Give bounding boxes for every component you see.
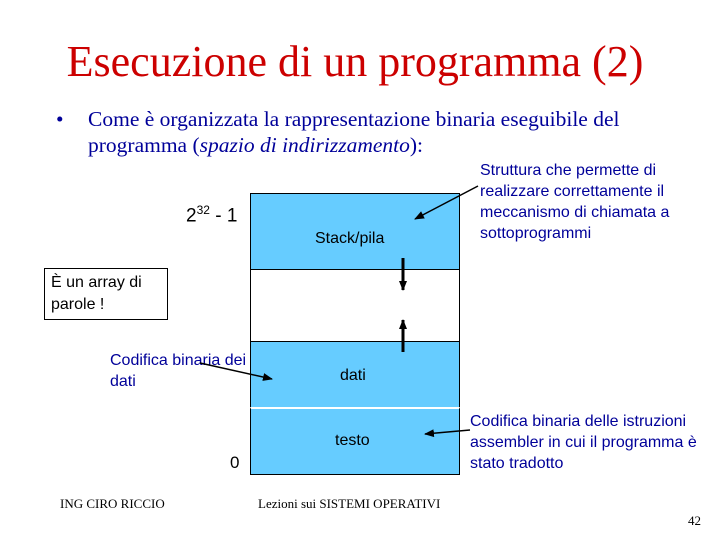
stack-note-arrow [415, 186, 478, 219]
text-label: testo [335, 432, 370, 449]
stack-note: Struttura che permette di realizzare correttamente il meccanismo di chiamata a sottoprogrammi [480, 162, 670, 242]
page-number: 42 [688, 513, 701, 528]
bullet-text-end: ): [409, 133, 424, 157]
footer-author: ING CIRO RICCIO [60, 496, 165, 511]
data-note-arrow [200, 363, 272, 379]
bullet-symbol: • [56, 107, 64, 131]
data-label: dati [340, 367, 366, 384]
bullet-text-start: Come è organizzata la rappresentazione binaria eseguibile del programma ( [88, 107, 620, 157]
text-note-arrow [425, 430, 470, 434]
footer-course: Lezioni sui SISTEMI OPERATIVI [258, 496, 441, 511]
bottom-address-label: 0 [230, 453, 240, 472]
top-address-suffix: - 1 [209, 205, 238, 227]
top-address-exponent: 32 [196, 203, 210, 217]
slide-title: Esecuzione di un programma (2) [66, 37, 644, 86]
stack-label: Stack/pila [315, 230, 385, 247]
array-note-box: È un array di parole ! [44, 268, 168, 320]
text-note: Codifica binaria delle istruzioni assembler in cui il programma è stato tradotto [470, 413, 697, 472]
bullet-text-italic: spazio di indirizzamento [199, 133, 410, 157]
top-address-base: 2 [186, 205, 197, 227]
data-note: Codifica binaria dei dati [110, 352, 247, 390]
